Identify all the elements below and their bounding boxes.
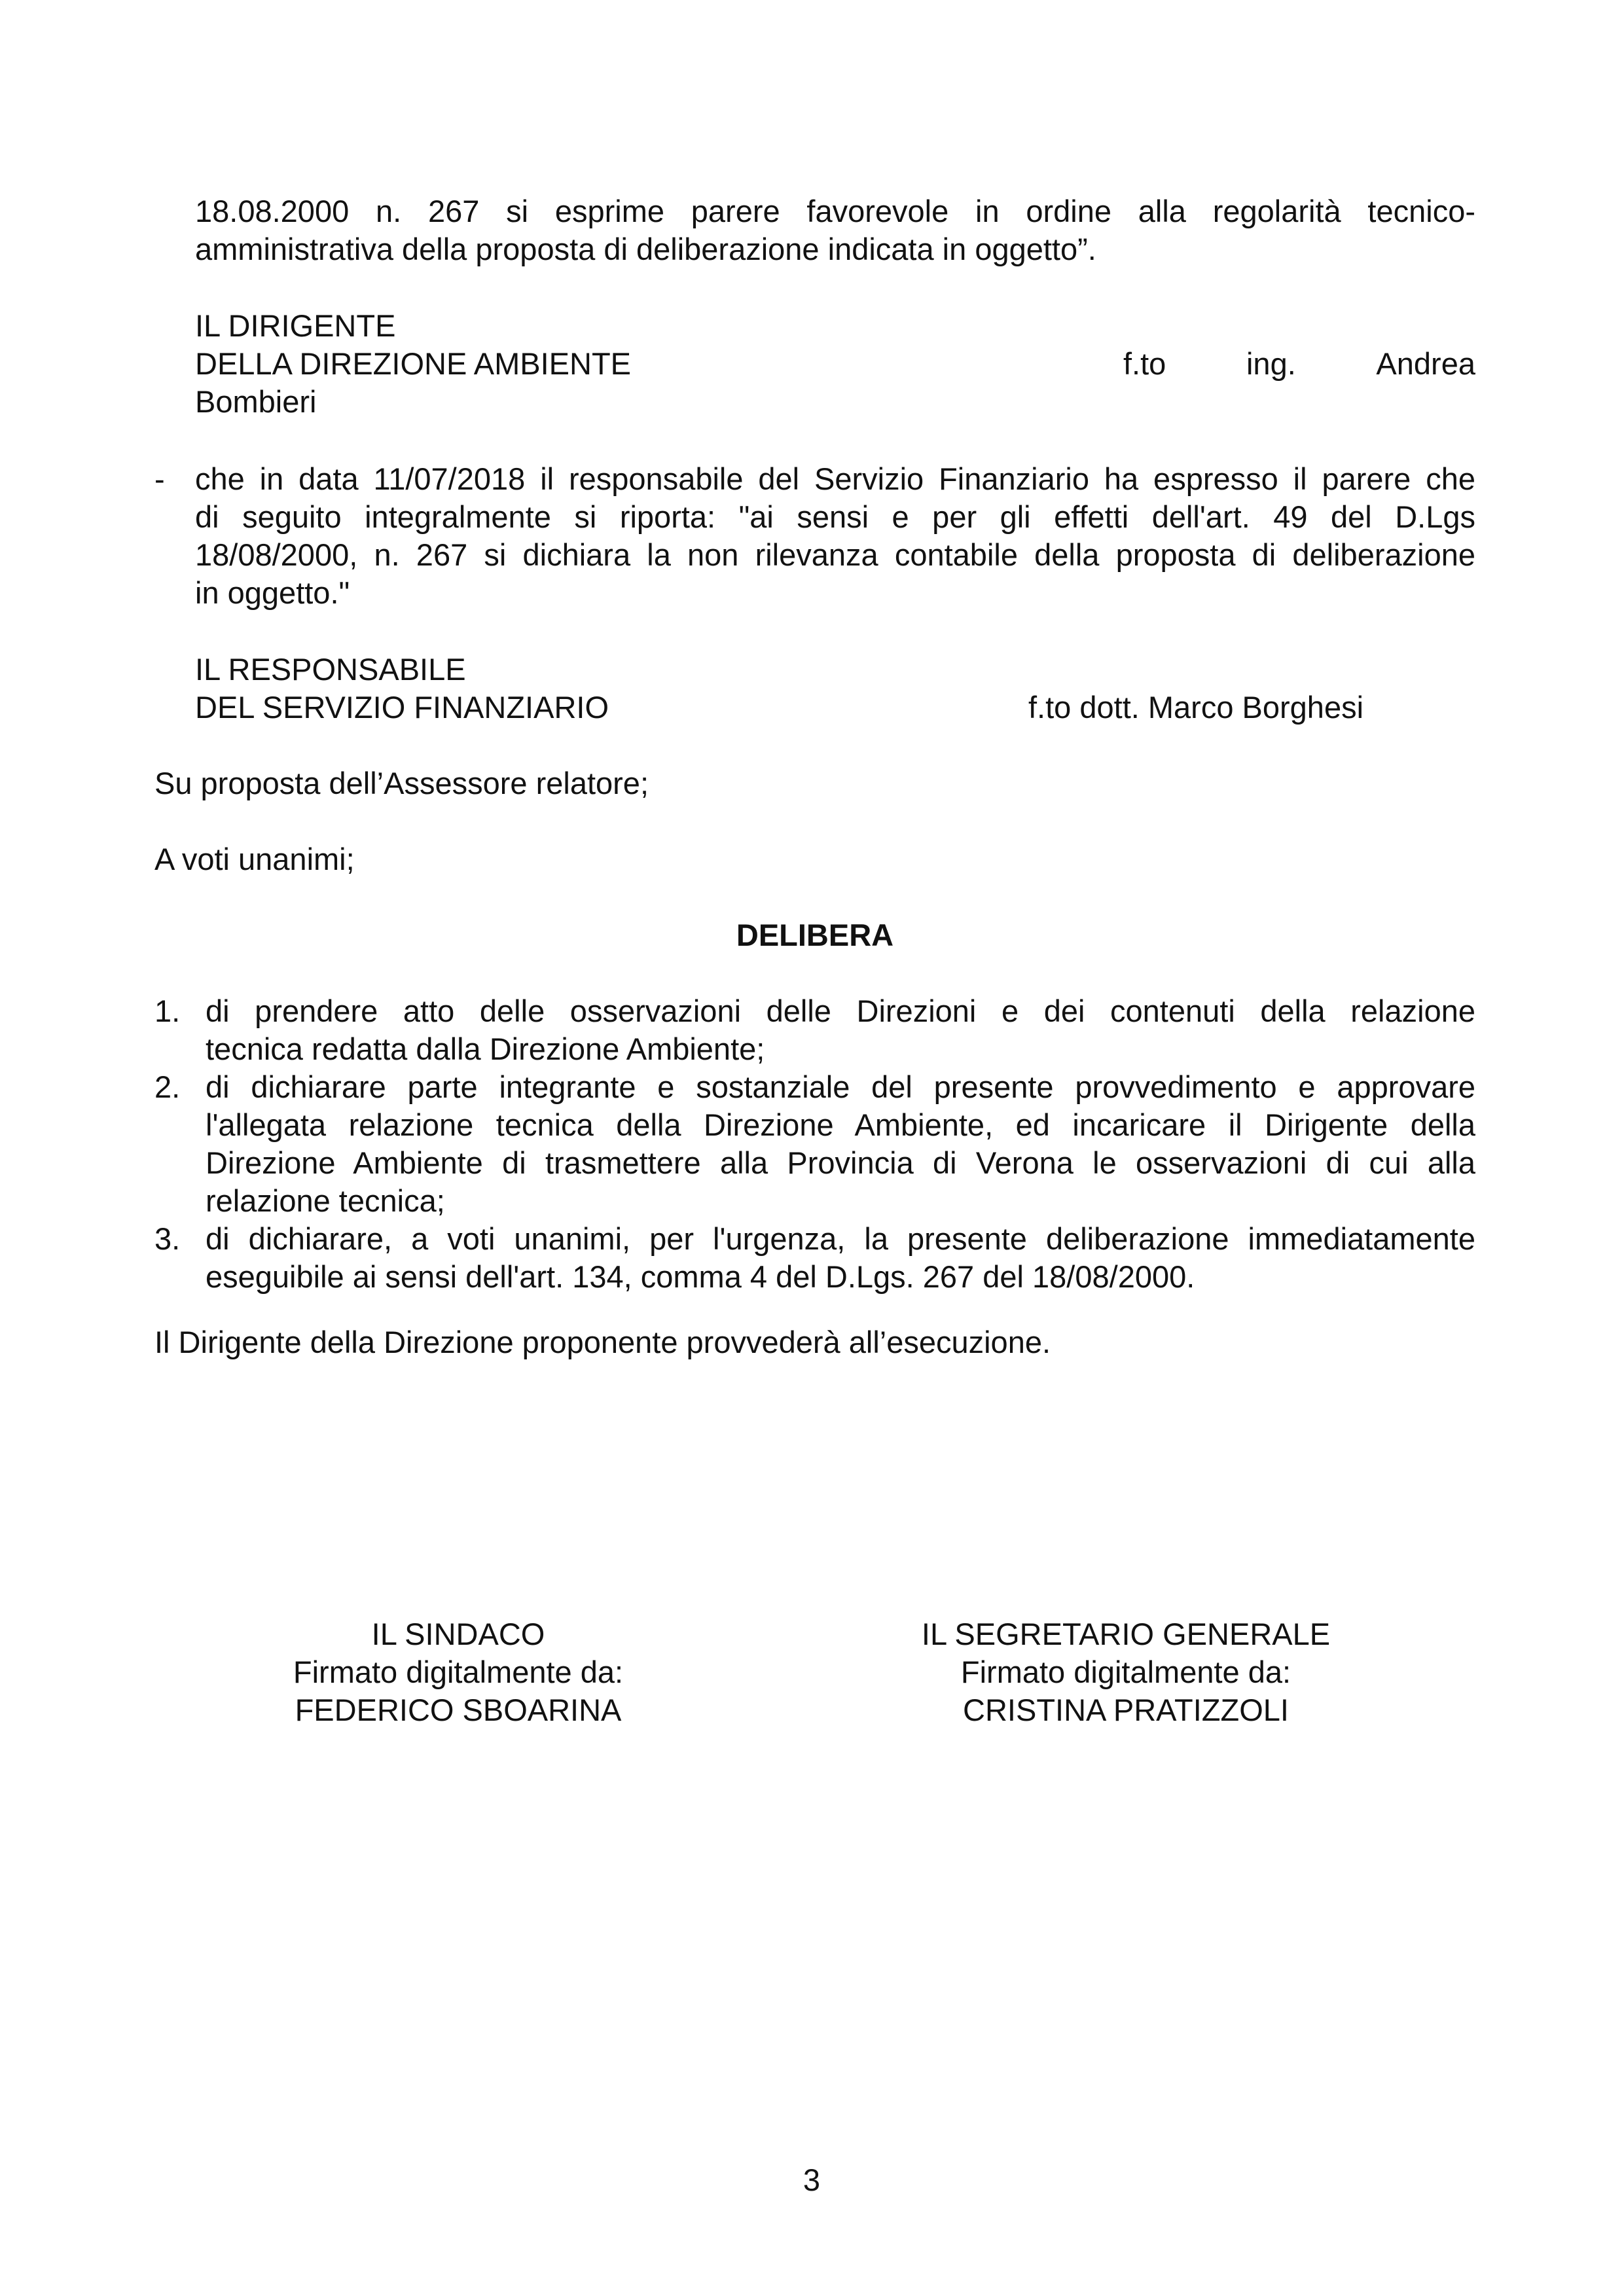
dirigente-sig-lastname: Bombieri [195, 384, 317, 419]
responsabile-title-1: IL RESPONSABILE [195, 652, 466, 687]
item-2-text [206, 1068, 1475, 1220]
sindaco-firmato: Firmato digitalmente da: [293, 1655, 624, 1689]
delibera-heading: DELIBERA [736, 918, 894, 952]
dirigente-title-row [195, 345, 1475, 383]
item-2-line-4: relazione tecnica; [206, 1183, 445, 1218]
item-3-text [206, 1220, 1475, 1296]
segretario-name: CRISTINA PRATIZZOLI [963, 1693, 1289, 1727]
finanziario-line-3: 18/08/2000, n. 267 si dichiara la non rilevanza contabile della proposta di deliberazione [195, 537, 1475, 572]
finanziario-line-1: che in data 11/07/2018 il responsabile del Servizio Finanziario ha espresso il parere che [195, 461, 1475, 496]
parere-paragraph [195, 192, 1475, 268]
item-1-number: 1. [154, 994, 181, 1028]
item-2-number: 2. [154, 1069, 181, 1104]
dirigente-signature-block [195, 307, 1475, 421]
sindaco-signature [229, 1615, 687, 1729]
item-1-text [206, 992, 1475, 1068]
responsabile-signature: f.to dott. Marco Borghesi [1028, 690, 1364, 725]
page-number: 3 [803, 2162, 821, 2197]
finanziario-line-2: di seguito integralmente si riporta: "ai sensi e per gli effetti dell'art. 49 del D.Lgs [195, 499, 1475, 534]
proposta-text: Su proposta dell’Assessore relatore; [154, 766, 649, 800]
voti-text: A voti unanimi; [154, 842, 355, 876]
item-2-line-1: di dichiarare parte integrante e sostanziale del presente provvedimento e approvare [206, 1069, 1475, 1104]
dirigente-sig-title: ing. [1246, 346, 1296, 381]
dirigente-signature [1123, 345, 1475, 383]
item-2-line-2: l'allegata relazione tecnica della Direzione Ambiente, ed incaricare il Dirigente della [206, 1107, 1475, 1142]
item-3-line-2: eseguibile ai sensi dell'art. 134, comma 4 del D.Lgs. 267 del 18/08/2000. [206, 1259, 1195, 1294]
item-3-line-1: di dichiarare, a voti unanimi, per l'urgenza, la presente deliberazione immediatamente [206, 1221, 1475, 1256]
item-2-line-3: Direzione Ambiente di trasmettere alla Provincia di Verona le osservazioni di cui alla [206, 1145, 1475, 1180]
item-1-line-2: tecnica redatta dalla Direzione Ambiente; [206, 1031, 765, 1066]
item-3-number: 3. [154, 1221, 181, 1256]
dirigente-sig-firstname: Andrea [1376, 346, 1475, 381]
esecuzione-text: Il Dirigente della Direzione proponente provvederà all’esecuzione. [154, 1325, 1051, 1359]
bullet-dash: - [154, 461, 165, 496]
parere-line-1: 18.08.2000 n. 267 si esprime parere favorevole in ordine alla regolarità tecnico- [195, 194, 1475, 228]
sindaco-name: FEDERICO SBOARINA [295, 1693, 622, 1727]
segretario-firmato: Firmato digitalmente da: [960, 1655, 1291, 1689]
finanziario-line-4: in oggetto." [195, 575, 350, 610]
dirigente-sig-fto: f.to [1123, 346, 1166, 381]
segretario-title: IL SEGRETARIO GENERALE [921, 1617, 1331, 1651]
dirigente-title-2: DELLA DIREZIONE AMBIENTE [195, 346, 632, 381]
segretario-signature [871, 1615, 1381, 1729]
finanziario-paragraph [195, 460, 1475, 612]
item-1-line-1: di prendere atto delle osservazioni delle Direzioni e dei contenuti della relazione [206, 994, 1475, 1028]
sindaco-title: IL SINDACO [371, 1617, 545, 1651]
responsabile-title-2: DEL SERVIZIO FINANZIARIO [195, 690, 609, 725]
dirigente-title-1: IL DIRIGENTE [195, 308, 396, 343]
parere-line-2: amministrativa della proposta di deliberazione indicata in oggetto”. [195, 232, 1096, 266]
